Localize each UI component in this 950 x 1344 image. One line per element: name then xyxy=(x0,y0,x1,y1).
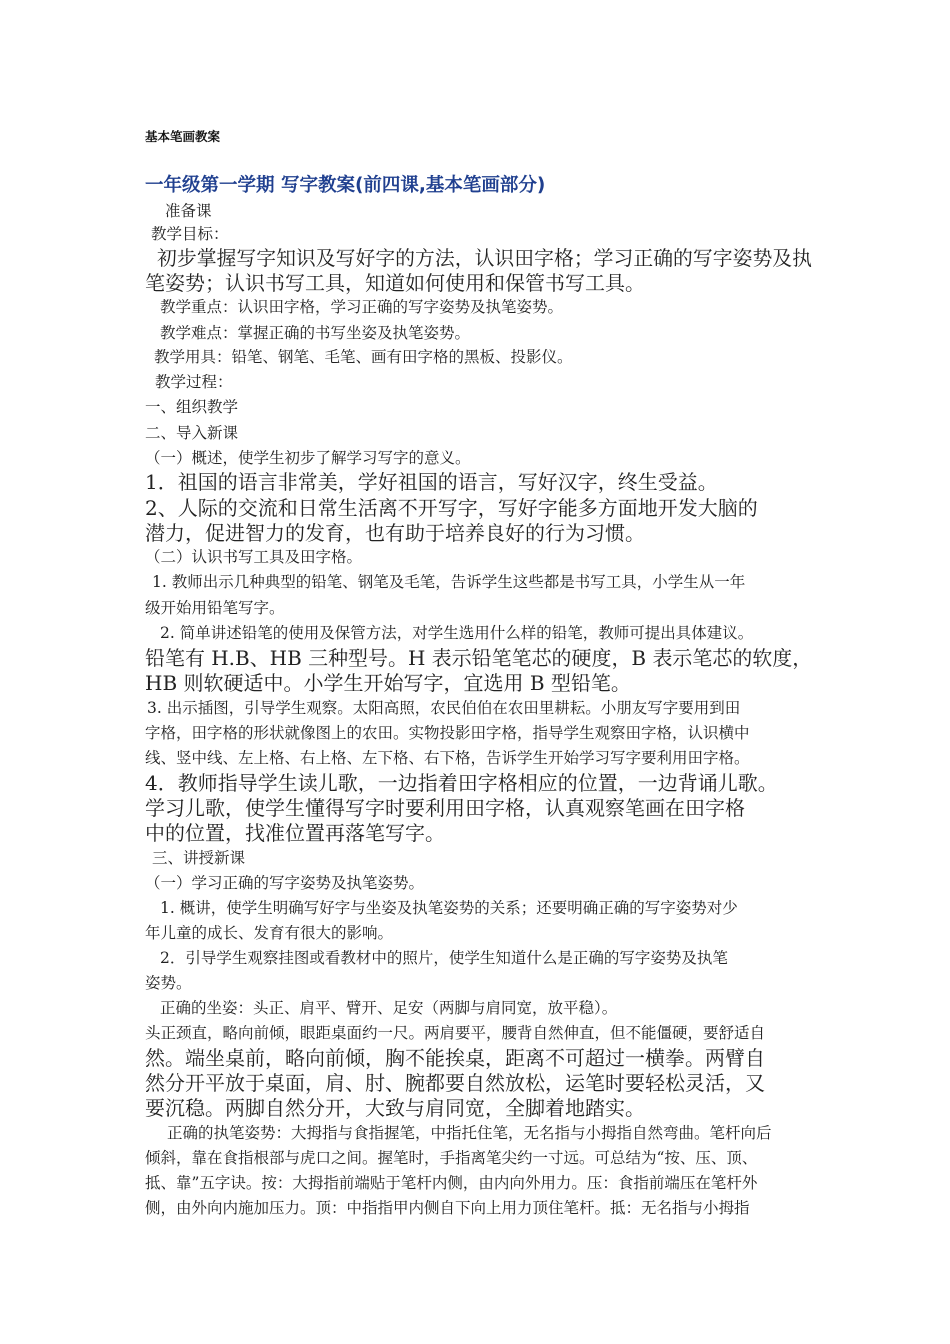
paragraph-line: 姿势。 xyxy=(145,974,192,992)
paragraph-line: 正确的坐姿：头正、肩平、臂开、足安（两脚与肩同宽，放平稳）。 xyxy=(160,999,618,1017)
paragraph-line: 笔姿势；认识书写工具，知道如何使用和保管书写工具。 xyxy=(145,271,645,295)
section-heading-goals: 教学目标： xyxy=(151,225,229,243)
paragraph-line: 抵、靠”五字诀。按：大拇指前端贴于笔杆内侧，由内向外用力。压：食指前端压在笔杆外 xyxy=(145,1174,758,1192)
paragraph-line: 2. 简单讲述铅笔的使用及保管方法，对学生选用什么样的铅笔，教师可提出具体建议。 xyxy=(160,624,754,642)
paragraph-line: 3. 出示插图，引导学生观察。太阳高照，农民伯伯在农田里耕耘。小朋友写字要用到田 xyxy=(147,699,741,717)
paragraph-line: HB 则软硬适中。小学生开始写字，宜选用 B 型铅笔。 xyxy=(145,671,631,695)
paragraph-line: 字格，田字格的形状就像图上的农田。实物投影田字格，指导学生观察田字格，认识横中 xyxy=(145,724,750,742)
paragraph-line: 年儿童的成长、发育有很大的影响。 xyxy=(145,924,394,942)
paragraph-line: 铅笔有 H.B、HB 三种型号。H 表示铅笔笔芯的硬度，B 表示笔芯的软度， xyxy=(145,646,813,670)
paragraph-line: 中的位置，找准位置再落笔写字。 xyxy=(145,821,445,845)
paragraph-line: 然分开平放于桌面，肩、肘、腕都要自然放松，运笔时要轻松灵活，又 xyxy=(145,1071,765,1095)
paragraph-line: 初步掌握写字知识及写好字的方法，认识田字格；学习正确的写字姿势及执 xyxy=(157,246,812,270)
paragraph-line: 正确的执笔姿势：大拇指与食指握笔，中指托住笔，无名指与小拇指自然弯曲。笔杆向后 xyxy=(167,1124,772,1142)
paragraph-line: 1. 概讲，使学生明确写好字与坐姿及执笔姿势的关系；还要明确正确的写字姿势对少 xyxy=(160,899,738,917)
paragraph-line: 2．引导学生观察挂图或看教材中的照片，使学生知道什么是正确的写字姿势及执笔 xyxy=(160,949,728,967)
subsection-heading: （一）概述，使学生初步了解学习写字的意义。 xyxy=(145,449,471,467)
paragraph-line: 级开始用铅笔写字。 xyxy=(145,599,285,617)
paragraph-line: 1. 教师出示几种典型的铅笔、钢笔及毛笔，告诉学生这些都是书写工具，小学生从一年 xyxy=(152,573,746,591)
paragraph-line: 侧，由外向内施加压力。顶：中指指甲内侧自下向上用力顶住笔杆。抵：无名指与小拇指 xyxy=(145,1199,750,1217)
paragraph-line: 要沉稳。两脚自然分开，大致与肩同宽，全脚着地踏实。 xyxy=(145,1096,645,1120)
paragraph-line: 倾斜，靠在食指根部与虎口之间。握笔时，手指离笔尖约一寸远。可总结为“按、压、顶、 xyxy=(145,1149,758,1167)
paragraph-line: 头正颈直，略向前倾，眼距桌面约一尺。两肩要平，腰背自然伸直，但不能僵硬，要舒适自 xyxy=(145,1024,766,1042)
paragraph-line: 线、竖中线、左上格、右上格、左下格、右下格，告诉学生开始学习写字要利用田字格。 xyxy=(145,749,750,767)
subsection-heading: （一）学习正确的写字姿势及执笔姿势。 xyxy=(145,874,425,892)
document-title: 一年级第一学期 写字教案(前四课,基本笔画部分) xyxy=(145,175,546,196)
section-heading-process: 教学过程： xyxy=(155,373,233,391)
paragraph-line: 潜力，促进智力的发育，也有助于培养良好的行为习惯。 xyxy=(145,521,645,545)
lesson-name: 准备课 xyxy=(165,202,212,220)
subsection-heading: （二）认识书写工具及田字格。 xyxy=(145,548,363,566)
outline-heading: 一、组织教学 xyxy=(145,398,239,416)
paragraph-line: 然。端坐桌前，略向前倾，胸不能挨桌，距离不可超过一横拳。两臂自 xyxy=(145,1046,765,1070)
paragraph-line: 学习儿歌，使学生懂得写字时要利用田字格，认真观察笔画在田字格 xyxy=(145,796,745,820)
paragraph-line: 教学难点：掌握正确的书写坐姿及执笔姿势。 xyxy=(160,324,471,342)
paragraph-line: 4．教师指导学生读儿歌，一边指着田字格相应的位置，一边背诵儿歌。 xyxy=(145,771,778,795)
outline-heading: 三、讲授新课 xyxy=(152,849,246,867)
paragraph-line: 教学用具：铅笔、钢笔、毛笔、画有田字格的黑板、投影仪。 xyxy=(154,348,573,366)
document-label: 基本笔画教案 xyxy=(145,129,221,144)
paragraph-line: 1．祖国的语言非常美，学好祖国的语言，写好汉字，终生受益。 xyxy=(145,470,718,494)
paragraph-line: 2、人际的交流和日常生活离不开写字，写好字能多方面地开发大脑的 xyxy=(145,496,758,520)
paragraph-line: 教学重点：认识田字格，学习正确的写字姿势及执笔姿势。 xyxy=(160,298,564,316)
outline-heading: 二、导入新课 xyxy=(145,424,239,442)
